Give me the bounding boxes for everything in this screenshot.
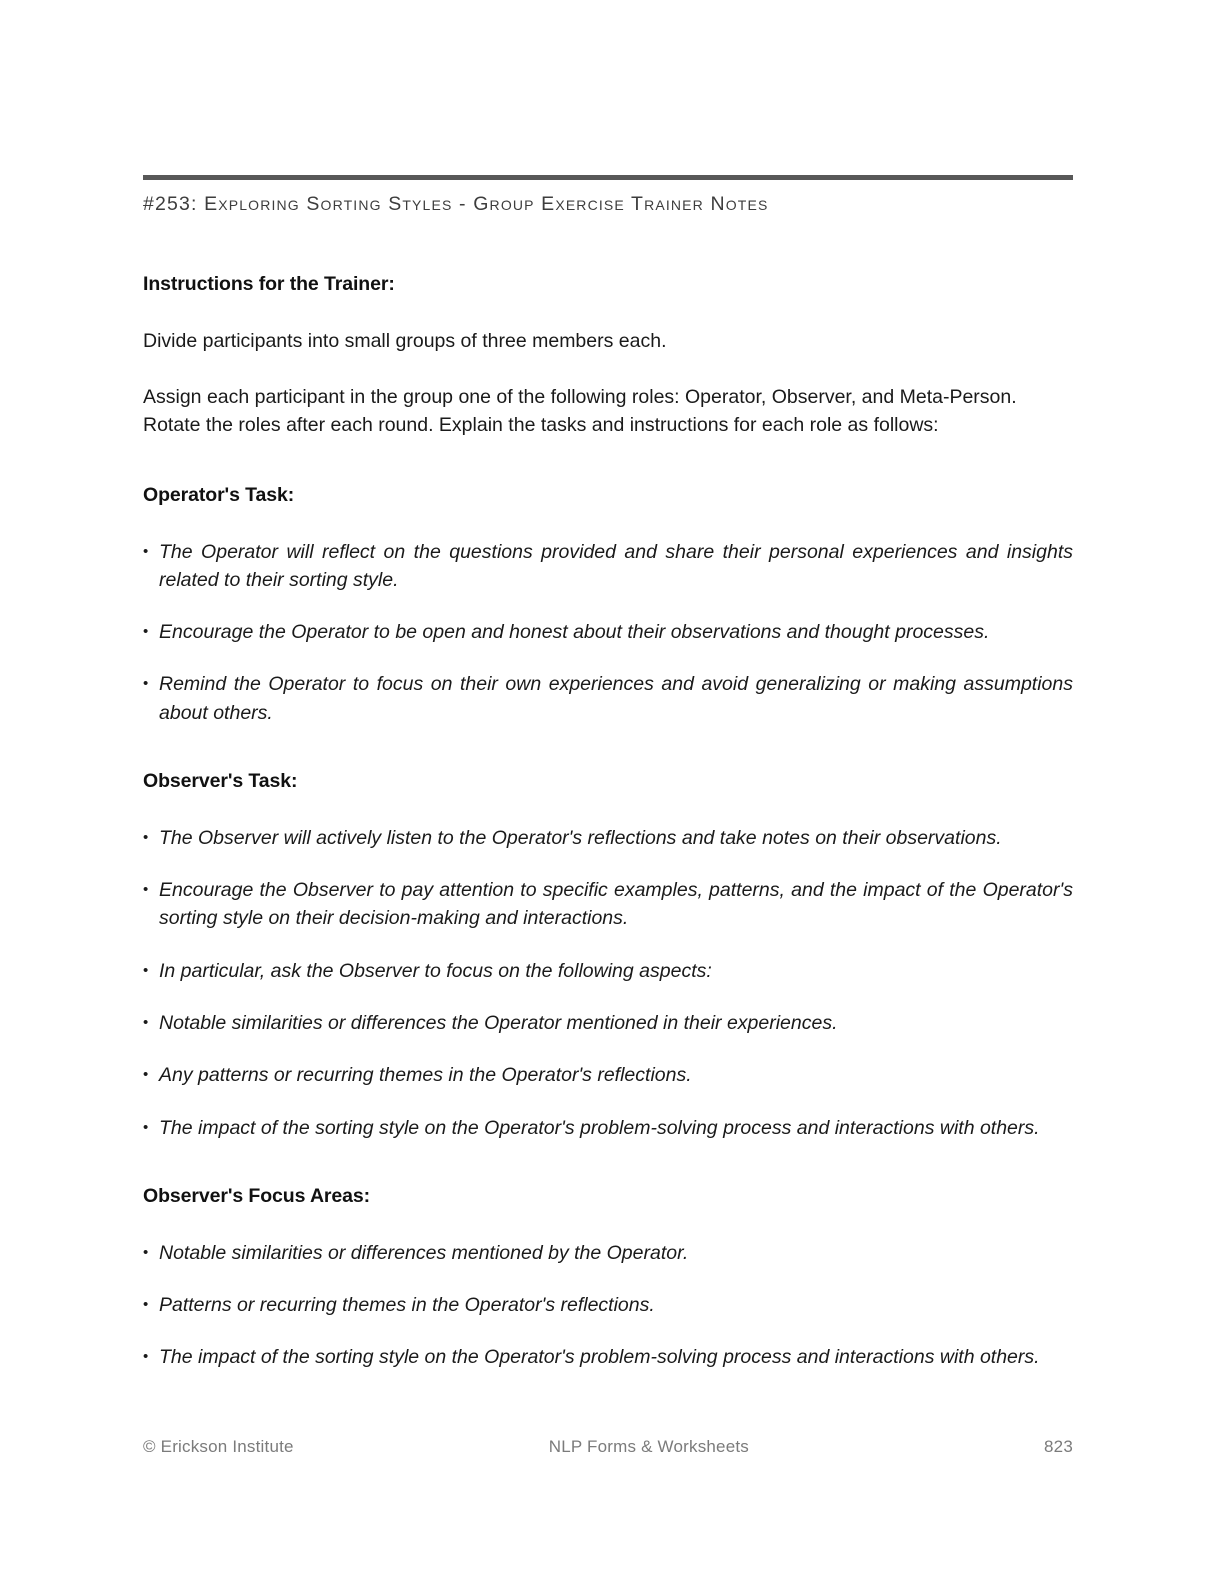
bullet-icon: • <box>143 1118 149 1136</box>
list-item-text: Notable similarities or differences the Operator mentioned in their experiences. <box>159 1012 838 1035</box>
list-item-text: Any patterns or recurring themes in the Operator's reflections. <box>159 1064 692 1087</box>
bullet-icon: • <box>143 1066 149 1084</box>
list-item <box>143 670 1073 727</box>
header-rule <box>143 175 1073 180</box>
paragraph-divide-participants: Divide participants into small groups of three members each. <box>143 330 667 352</box>
list-item-text: The impact of the sorting style on the Operator's problem-solving process and interactions with others. <box>159 1346 1040 1369</box>
bullet-icon: • <box>143 1014 149 1032</box>
bullet-icon: • <box>143 1296 149 1314</box>
list-operator-task <box>143 538 1073 727</box>
bullet-icon: • <box>143 542 149 560</box>
list-item <box>143 1061 1073 1089</box>
list-item <box>143 957 1073 985</box>
bullet-icon: • <box>143 1348 149 1366</box>
heading-instructions-for-trainer: Instructions for the Trainer: <box>143 273 395 295</box>
list-item <box>143 1114 1073 1142</box>
list-item-text: Encourage the Operator to be open and honest about their observations and thought processes. <box>159 621 990 644</box>
list-item <box>143 618 1073 646</box>
list-item <box>143 1009 1073 1037</box>
page-title: #253: Exploring Sorting Styles - Group Exercise Trainer Notes <box>143 193 769 215</box>
list-observer-focus-areas <box>143 1239 1073 1372</box>
list-item-text: Notable similarities or differences mentioned by the Operator. <box>159 1241 689 1264</box>
page-footer <box>143 1437 1073 1457</box>
list-item-text: Encourage the Observer to pay attention to specific examples, patterns, and the impact of the Operator's sorting style on their decision-making and interactions. <box>159 879 1073 930</box>
list-item <box>143 824 1073 852</box>
list-item-text: The Operator will reflect on the questions provided and share their personal experiences and insights related to their sorting style. <box>159 540 1073 591</box>
list-item-text: The impact of the sorting style on the Operator's problem-solving process and interactions with others. <box>159 1116 1040 1139</box>
heading-operators-task: Operator's Task: <box>143 483 295 506</box>
list-item <box>143 538 1073 595</box>
bullet-icon: • <box>143 623 149 641</box>
list-item <box>143 876 1073 933</box>
list-item-text: Patterns or recurring themes in the Operator's reflections. <box>159 1294 655 1317</box>
list-observer-task <box>143 824 1073 1142</box>
list-item <box>143 1343 1073 1371</box>
bullet-icon: • <box>143 961 149 979</box>
list-item <box>143 1291 1073 1319</box>
footer-title: NLP Forms & Worksheets <box>548 1437 749 1456</box>
bullet-icon: • <box>143 828 149 846</box>
bullet-icon: • <box>143 1243 149 1261</box>
footer-page-number: 823 <box>1044 1437 1073 1456</box>
list-item-text: The Observer will actively listen to the Operator's reflections and take notes on their observations. <box>159 826 1002 849</box>
footer-copyright: © Erickson Institute <box>143 1437 294 1456</box>
heading-observers-focus-areas: Observer's Focus Areas: <box>143 1184 371 1207</box>
bullet-icon: • <box>143 675 149 693</box>
list-item-text: In particular, ask the Observer to focus on the following aspects: <box>159 959 712 982</box>
list-item-text: Remind the Operator to focus on their own experiences and avoid generalizing or making assumptions about others. <box>159 673 1073 724</box>
heading-observers-task: Observer's Task: <box>143 769 298 792</box>
bullet-icon: • <box>143 881 149 899</box>
list-item <box>143 1239 1073 1267</box>
page-content <box>143 0 1073 1372</box>
paragraph-assign-roles: Assign each participant in the group one of the following roles: Operator, Observer, and Meta-Person. Rotate the roles after each round. Explain the tasks and instructions for each role as follows: <box>143 385 1017 436</box>
